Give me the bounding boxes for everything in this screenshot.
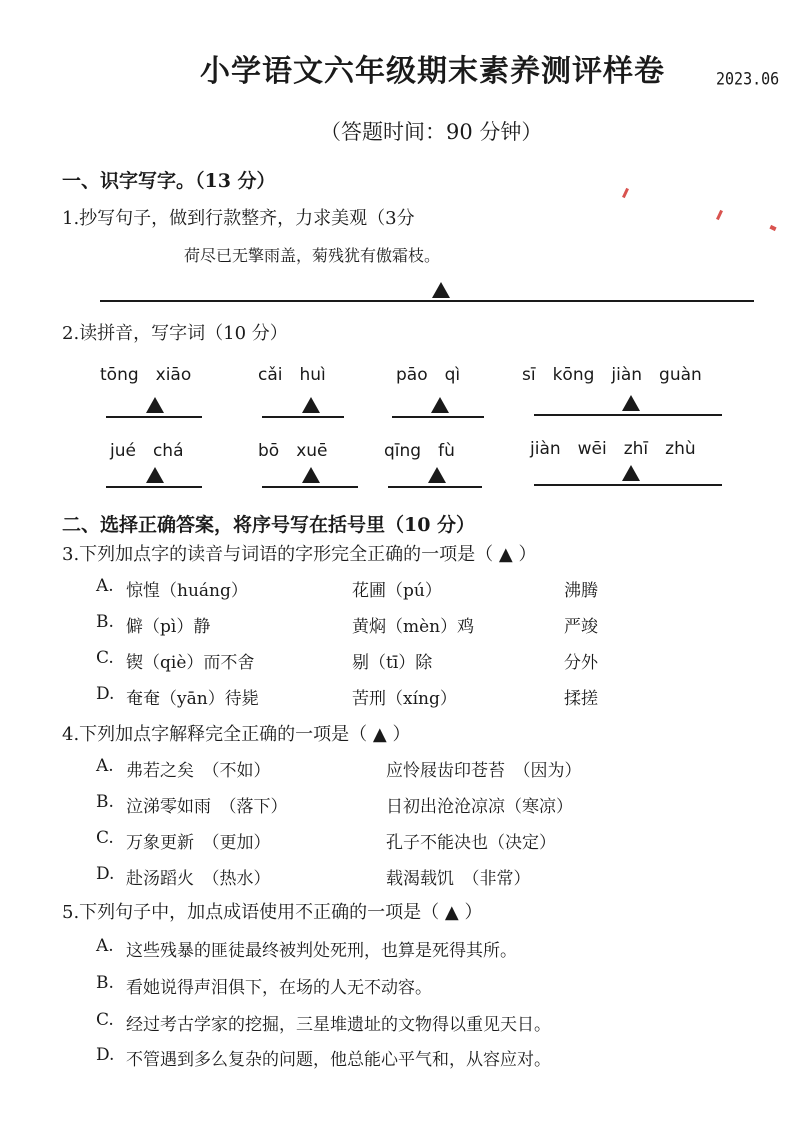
q4-option-c-left: 万象更新 （更加） [126, 833, 271, 853]
q5-option-c-label: C. [96, 1010, 114, 1030]
exam-title: 小学语文六年级期末素养测评样卷 [200, 54, 665, 89]
q4-option-b-left: 泣涕零如雨 （落下） [126, 797, 288, 817]
q5-option-a-text: 这些残暴的匪徒最终被判处死刑，也算是死得其所。 [126, 941, 517, 961]
answer-marker-icon [431, 397, 449, 413]
q3-option-c-word3: 分外 [564, 653, 598, 673]
answer-marker-icon [146, 467, 164, 483]
q5-option-c-text: 经过考古学家的挖掘，三星堆遗址的文物得以重见天日。 [126, 1015, 551, 1035]
q3-option-c-word1: 锲（qiè）而不舍 [126, 653, 255, 673]
q3-option-a-word2: 花圃（pú） [352, 581, 442, 601]
q4-option-d-left: 赴汤蹈火 （热水） [126, 869, 271, 889]
q4-option-d-right: 载渴载饥 （非常） [386, 869, 531, 889]
answer-line[interactable] [534, 484, 722, 486]
q4-option-c-right: 孔子不能决也（决定） [386, 833, 556, 853]
q3-option-b-label: B. [96, 612, 114, 632]
q4-option-a-left: 弗若之矣 （不如） [126, 761, 271, 781]
q4-option-d-label: D. [96, 864, 115, 884]
q5-option-b-label: B. [96, 973, 114, 993]
answer-marker-icon [302, 397, 320, 413]
pinyin-item: jiàn wēi zhī zhù [530, 439, 696, 459]
answer-line[interactable] [392, 416, 484, 418]
q5-option-a-label: A. [96, 936, 114, 956]
q3-option-a-word3: 沸腾 [564, 581, 598, 601]
q3-option-c-word2: 剔（tī）除 [352, 653, 433, 673]
answer-marker-icon [432, 282, 450, 298]
q5-option-d-text: 不管遇到多么复杂的问题，他总能心平气和，从容应对。 [126, 1050, 551, 1070]
answer-line[interactable] [262, 486, 358, 488]
exam-date: 2023.06 [716, 69, 780, 89]
q3-option-d-word2: 苦刑（xíng） [352, 689, 457, 709]
q3-option-a-word1: 惊惶（huáng） [126, 581, 248, 601]
red-mark [716, 210, 723, 220]
q4-option-b-label: B. [96, 792, 114, 812]
answer-marker-icon [302, 467, 320, 483]
q3-prompt: 3.下列加点字的读音与词语的字形完全正确的一项是（ ▲ ） [62, 544, 537, 565]
answer-marker-icon [428, 467, 446, 483]
q3-option-d-label: D. [96, 684, 115, 704]
exam-time-limit: （答题时间：90 分钟） [320, 120, 543, 144]
answer-marker-icon [146, 397, 164, 413]
q3-option-b-word3: 严竣 [564, 617, 598, 637]
answer-line[interactable] [106, 486, 202, 488]
answer-line[interactable] [388, 486, 482, 488]
q3-option-d-word1: 奄奄（yān）待毙 [126, 689, 259, 709]
q3-option-c-label: C. [96, 648, 114, 668]
answer-line[interactable] [534, 414, 722, 416]
q1-sentence: 荷尽已无擎雨盖，菊残犹有傲霜枝。 [184, 246, 441, 265]
q4-prompt: 4.下列加点字解释完全正确的一项是（ ▲ ） [62, 724, 411, 745]
q3-option-b-word1: 僻（pì）静 [126, 617, 211, 637]
pinyin-item: tōng xiāo [100, 365, 192, 385]
q3-option-b-word2: 黄焖（mèn）鸡 [352, 617, 475, 637]
q3-option-d-word3: 揉搓 [564, 689, 598, 709]
red-mark [622, 188, 629, 198]
q1-answer-line[interactable] [100, 300, 754, 302]
pinyin-item: pāo qì [396, 365, 461, 385]
q4-option-a-label: A. [96, 756, 114, 776]
pinyin-item: sī kōng jiàn guàn [522, 365, 702, 385]
pinyin-item: jué chá [110, 441, 184, 461]
answer-marker-icon [622, 395, 640, 411]
pinyin-item: qīng fù [384, 441, 455, 461]
q5-option-d-label: D. [96, 1045, 115, 1065]
q4-option-a-right: 应怜屐齿印苍苔 （因为） [386, 761, 582, 781]
red-mark [769, 225, 776, 231]
q1-prompt: 1.抄写句子，做到行款整齐，力求美观（3分 [62, 208, 415, 229]
answer-line[interactable] [262, 416, 344, 418]
q5-prompt: 5.下列句子中，加点成语使用不正确的一项是（ ▲ ） [62, 902, 483, 923]
q5-option-b-text: 看她说得声泪俱下，在场的人无不动容。 [126, 978, 432, 998]
q3-option-a-label: A. [96, 576, 114, 596]
answer-marker-icon [622, 465, 640, 481]
answer-line[interactable] [106, 416, 202, 418]
pinyin-item: bō xuē [258, 441, 328, 461]
section-2-heading: 二、选择正确答案，将序号写在括号里（10 分） [62, 514, 476, 536]
pinyin-item: cǎi huì [258, 365, 326, 385]
q4-option-b-right: 日初出沧沧凉凉（寒凉） [386, 797, 573, 817]
q4-option-c-label: C. [96, 828, 114, 848]
section-1-heading: 一、识字写字。（13 分） [62, 170, 276, 192]
q2-prompt: 2.读拼音，写字词（10 分） [62, 323, 288, 344]
